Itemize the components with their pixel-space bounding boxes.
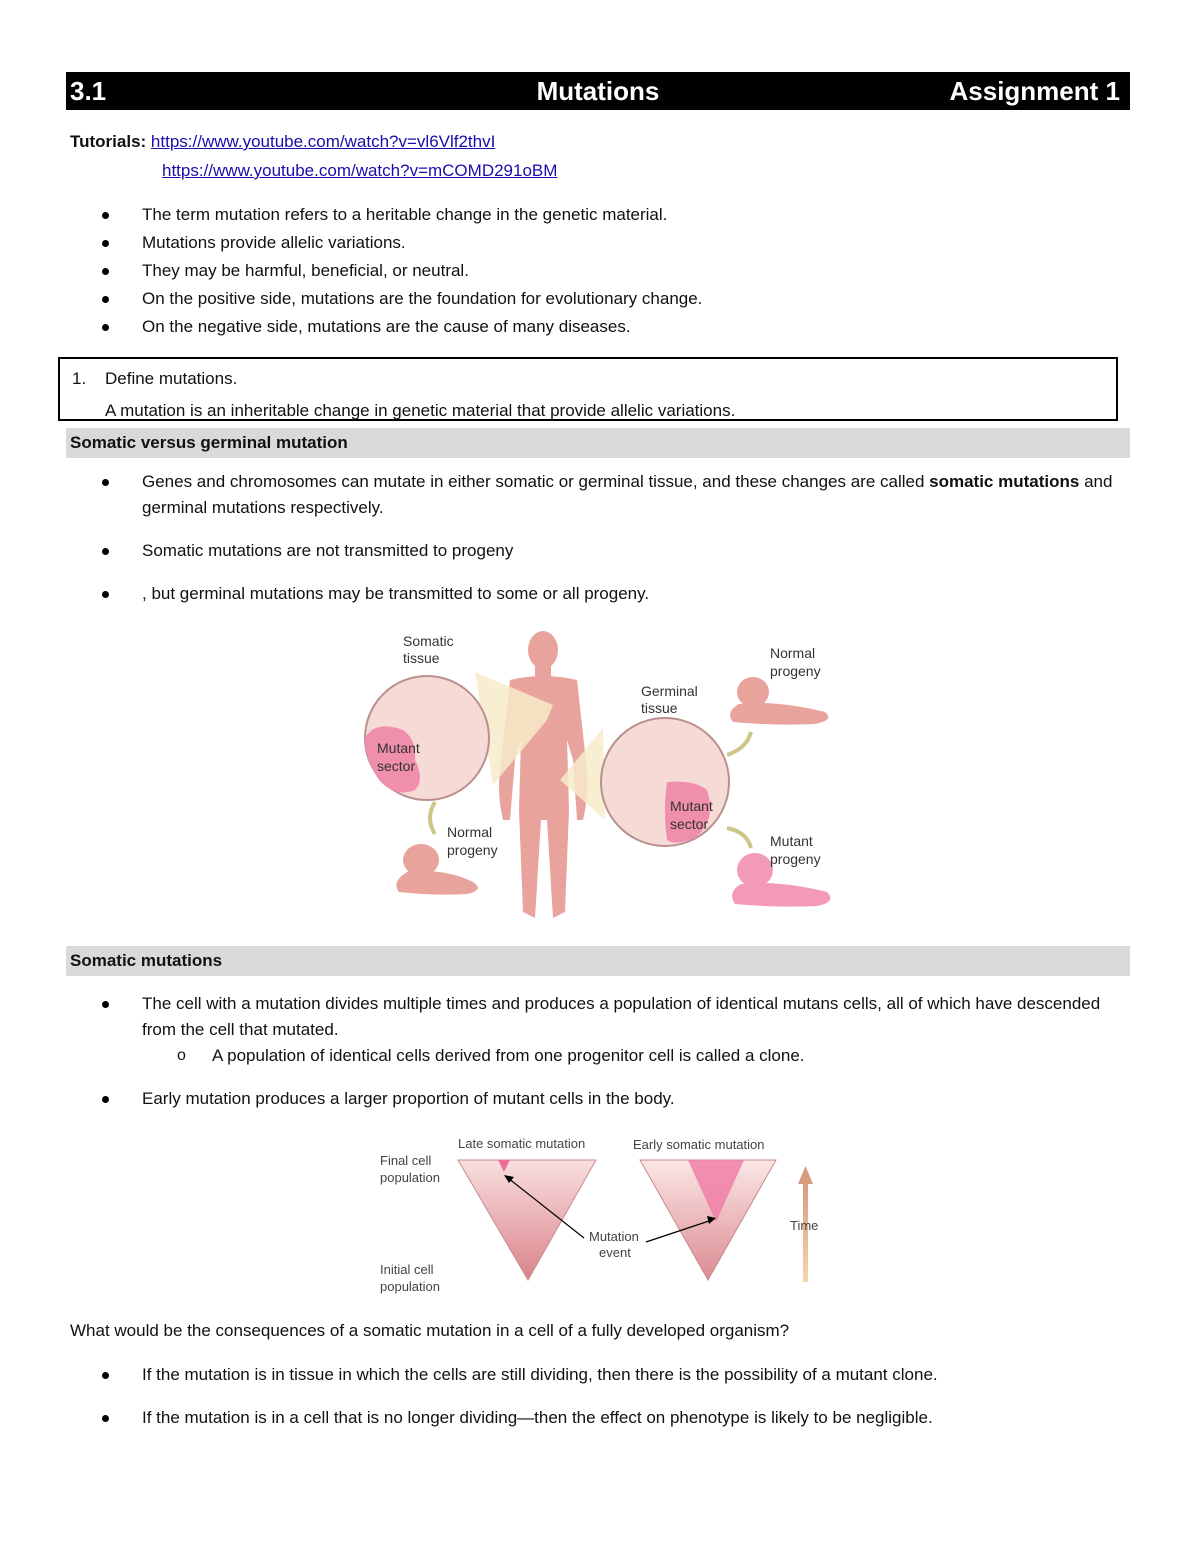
question2-bullet-list [70, 1362, 1130, 1431]
late-mutation-triangle [458, 1160, 596, 1280]
arrow-up-icon [798, 1166, 813, 1184]
assignment-label: Assignment 1 [949, 76, 1120, 106]
somatic-timing-figure [370, 1130, 840, 1300]
list-item: Early mutation produces a larger proportion of mutant cells in the body. [70, 1086, 1130, 1112]
initial-population-label: Initial cell [380, 1262, 434, 1277]
final-population-label: population [380, 1170, 440, 1185]
mutant-sector-label: sector [377, 758, 416, 774]
germinal-tissue-label: tissue [641, 700, 678, 716]
list-item: If the mutation is in tissue in which the cells are still dividing, then there is the possibility of a mutant clone. [70, 1362, 1130, 1388]
normal-baby-icon [730, 677, 828, 725]
section2-bullet-list [70, 991, 1130, 1112]
intro-bullet-list [70, 202, 1130, 340]
question-prompt: What would be the consequences of a somatic mutation in a cell of a fully developed organism? [70, 1321, 790, 1340]
header-bar [66, 72, 1130, 110]
somatic-tissue-label: tissue [403, 650, 440, 666]
section1-bullet-list [70, 469, 1130, 607]
list-item [70, 469, 1130, 521]
page-title: Mutations [536, 76, 660, 106]
list-item: , but germinal mutations may be transmitted to some or all progeny. [70, 581, 1130, 607]
bullet-text: and germinal mutations respectively. [142, 472, 1113, 517]
final-population-label: Final cell [380, 1153, 432, 1168]
late-mutation-label: Late somatic mutation [458, 1136, 586, 1151]
list-item: Mutations provide allelic variations. [70, 230, 1130, 256]
arrow-icon [727, 828, 751, 848]
section-heading: Somatic versus germinal mutation [66, 428, 1130, 458]
initial-population-label: population [380, 1279, 440, 1294]
normal-progeny-label: progeny [770, 663, 821, 679]
tutorials-label: Tutorials: [70, 132, 147, 151]
list-item: The term mutation refers to a heritable change in the genetic material. [70, 202, 1130, 228]
list-item: If the mutation is in a cell that is no longer dividing—then the effect on phenotype is likely to be negligible. [70, 1405, 1130, 1431]
mutation-event-label: event [599, 1245, 631, 1260]
somatic-tissue-label: Somatic [403, 633, 454, 649]
tutorials-line-2 [162, 160, 557, 182]
list-item: They may be harmful, beneficial, or neutral. [70, 258, 1130, 284]
normal-progeny-label: Normal [770, 645, 816, 661]
tutorials-line [70, 131, 495, 153]
tutorial-link-1[interactable]: https://www.youtube.com/watch?v=vl6Vlf2thvI [150, 132, 496, 151]
mutant-sector-label: sector [670, 816, 709, 832]
normal-progeny-label: Normal [447, 824, 493, 840]
arrow-icon [727, 732, 751, 755]
germinal-tissue-label: Germinal [641, 683, 698, 699]
list-item: On the positive side, mutations are the foundation for evolutionary change. [70, 286, 1130, 312]
somatic-germinal-figure [355, 620, 845, 930]
mutation-event-label: Mutation [589, 1229, 639, 1244]
mutant-sector-label: Mutant [377, 740, 420, 756]
germinal-tissue-circle [601, 718, 729, 846]
answer-text[interactable]: A mutation is an inheritable change in genetic material that provide allelic variations. [105, 401, 736, 420]
question-prompt: Define mutations. [105, 369, 238, 388]
section-number: 3.1 [70, 76, 107, 106]
bullet-text: Genes and chromosomes can mutate in either somatic or germinal tissue, and these changes are called [142, 472, 930, 491]
early-mutation-label: Early somatic mutation [633, 1137, 765, 1152]
list-item: Somatic mutations are not transmitted to progeny [70, 538, 1130, 564]
tutorial-link-2[interactable]: https://www.youtube.com/watch?v=mCOMD291oBM [162, 161, 558, 180]
arrow-icon [430, 802, 435, 834]
sub-list-item: o A population of identical cells derived from one progenitor cell is called a clone. [70, 1043, 1130, 1069]
mutant-progeny-label: Mutant [770, 833, 813, 849]
list-item: The cell with a mutation divides multiple times and produces a population of identical mutans cells, all of which have descended from the cell that mutated. [70, 991, 1130, 1043]
mutant-progeny-label: progeny [770, 851, 821, 867]
list-item: On the negative side, mutations are the cause of many diseases. [70, 314, 1130, 340]
normal-progeny-label: progeny [447, 842, 498, 858]
question-number: 1. [72, 369, 87, 388]
section-heading: Somatic mutations [66, 946, 1130, 976]
time-label: Time [790, 1218, 819, 1233]
mutant-sector-label: Mutant [670, 798, 713, 814]
bold-term: somatic mutations [929, 472, 1080, 491]
